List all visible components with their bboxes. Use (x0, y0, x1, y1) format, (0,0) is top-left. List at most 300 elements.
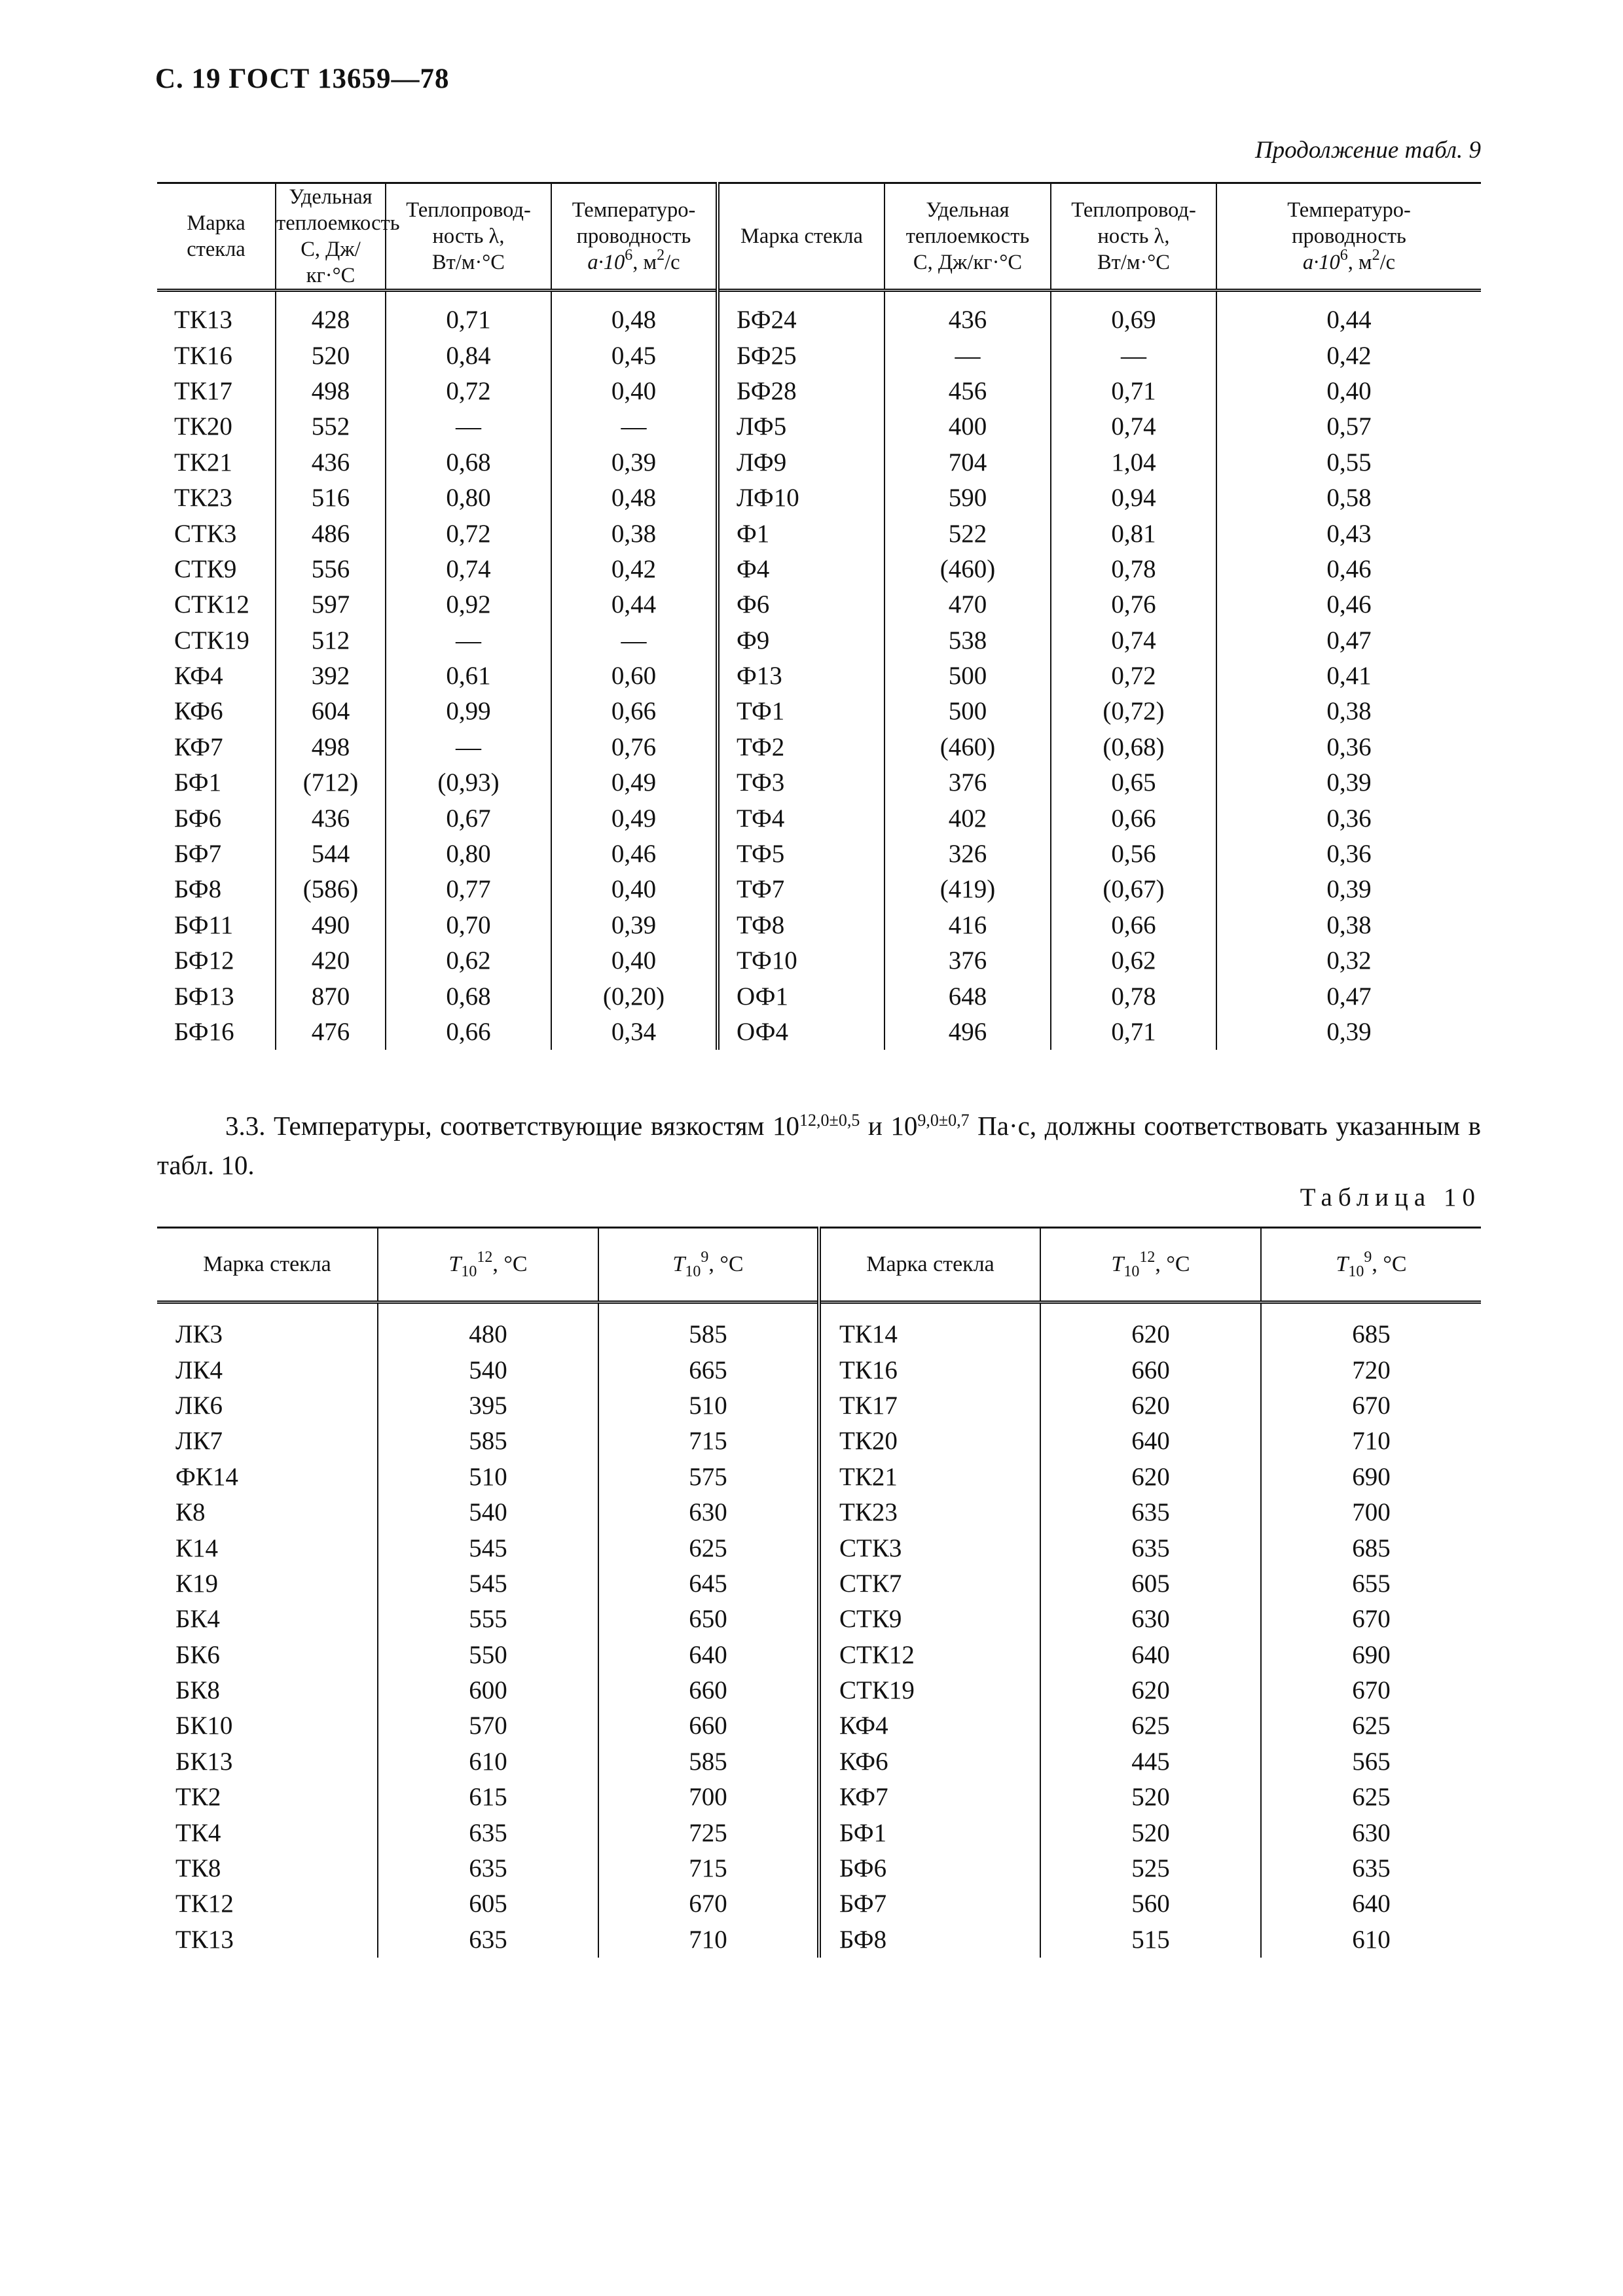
table-9-header-row (157, 183, 1481, 291)
table-row (157, 1495, 1481, 1530)
glass-grade-cell: БФ8 (174, 875, 222, 904)
table-row (157, 943, 1481, 978)
col-header-t10-9: $T_{10}^9$, °С (598, 1228, 819, 1302)
value-cell: 516 (276, 480, 386, 516)
value-cell: 326 (884, 836, 1051, 872)
spacer-cell (386, 291, 551, 303)
value-cell: 635 (1040, 1530, 1261, 1566)
glass-grade-cell: СТК3 (819, 1530, 1040, 1566)
value-cell: 510 (378, 1460, 598, 1495)
table-row (157, 587, 1481, 622)
table-row (157, 1424, 1481, 1459)
value-cell: 416 (884, 908, 1051, 943)
value-cell: 486 (276, 516, 386, 551)
value-cell: 512 (276, 623, 386, 658)
value-cell: 700 (1261, 1495, 1481, 1530)
value-cell: 660 (598, 1673, 819, 1708)
value-cell: (712) (276, 765, 386, 800)
glass-grade-cell: КФ7 (819, 1780, 1040, 1815)
spacer-cell (276, 291, 386, 303)
value-cell: 700 (598, 1780, 819, 1815)
value-cell: 0,57 (1216, 409, 1481, 444)
value-cell: 615 (378, 1780, 598, 1815)
col-header-heat-capacity: Удельная теплоемкость С, Дж/кг·°С (276, 183, 386, 291)
value-cell: 0,40 (551, 943, 718, 978)
value-cell: 0,47 (1216, 978, 1481, 1014)
glass-grade-cell: БФ24 (718, 302, 884, 338)
table-row (157, 338, 1481, 373)
glass-grade-cell: Ф13 (718, 658, 884, 694)
glass-grade-cell: К8 (175, 1498, 206, 1527)
spacer-cell (718, 291, 884, 303)
value-cell: 476 (276, 1014, 386, 1050)
value-cell: 0,76 (551, 730, 718, 765)
glass-grade-cell: БФ1 (819, 1815, 1040, 1850)
table-row (157, 1744, 1481, 1780)
spacer-cell (157, 1302, 378, 1318)
value-cell: 585 (378, 1424, 598, 1459)
value-cell: (0,67) (1051, 872, 1216, 907)
glass-grade-cell: ТК13 (174, 306, 232, 334)
spacer-cell (1216, 291, 1481, 303)
col-header-t10-12-right: $T_{10}^{12}$, °С (1040, 1228, 1261, 1302)
value-cell: 0,92 (386, 587, 551, 622)
value-cell: 690 (1261, 1638, 1481, 1673)
value-cell: 0,46 (1216, 552, 1481, 587)
value-cell: 0,72 (386, 516, 551, 551)
value-cell: 0,39 (1216, 1014, 1481, 1050)
value-cell: 0,36 (1216, 800, 1481, 836)
col-header-grade: Марка стекла (157, 1228, 378, 1302)
value-cell: 575 (598, 1460, 819, 1495)
table-row (157, 516, 1481, 551)
glass-grade-cell: ТК17 (174, 376, 232, 405)
value-cell: 648 (884, 978, 1051, 1014)
spacer-cell (1051, 291, 1216, 303)
table-row (157, 1780, 1481, 1815)
table-continuation-label: Продолжение табл. 9 (1254, 137, 1481, 164)
value-cell: 690 (1261, 1460, 1481, 1495)
value-cell: 600 (378, 1673, 598, 1708)
value-cell: 0,39 (1216, 872, 1481, 907)
value-cell: 0,60 (551, 658, 718, 694)
glass-grade-cell: ТК23 (174, 484, 232, 512)
value-cell: — (386, 730, 551, 765)
glass-grade-cell: КФ6 (174, 697, 223, 726)
table-row (157, 1922, 1481, 1958)
value-cell: 400 (884, 409, 1051, 444)
value-cell: 670 (1261, 1388, 1481, 1424)
value-cell: 0,80 (386, 836, 551, 872)
table-row (157, 908, 1481, 943)
glass-grade-cell: БК8 (175, 1676, 220, 1705)
table-row (157, 374, 1481, 409)
table-10 (157, 1227, 1481, 1958)
value-cell: 605 (1040, 1566, 1261, 1602)
value-cell: 625 (1040, 1708, 1261, 1744)
glass-grade-cell: БФ6 (174, 804, 222, 833)
value-cell: 0,74 (386, 552, 551, 587)
glass-grade-cell: ТК21 (819, 1460, 1040, 1495)
table-row (157, 1014, 1481, 1050)
value-cell: 500 (884, 694, 1051, 729)
glass-grade-cell: ТК14 (819, 1317, 1040, 1352)
glass-grade-cell: СТК3 (174, 519, 237, 548)
table-row (157, 409, 1481, 444)
glass-grade-cell: ФК14 (175, 1462, 238, 1491)
value-cell: 625 (598, 1530, 819, 1566)
value-cell: 665 (598, 1352, 819, 1388)
glass-grade-cell: СТК9 (819, 1602, 1040, 1637)
paragraph-3-3: 3.3. Температуры, соответствующие вязкостям $10^{12,0\pm 0,5}$ и $10^{9,0\pm 0,7}$ Па·с, должны соответствовать указанным в табл. 10. (157, 1111, 1481, 1180)
value-cell: 376 (884, 765, 1051, 800)
table-row (157, 1708, 1481, 1744)
value-cell: 0,38 (1216, 694, 1481, 729)
glass-grade-cell: БФ25 (718, 338, 884, 373)
value-cell: 0,66 (1051, 800, 1216, 836)
table-row (157, 658, 1481, 694)
value-cell: 715 (598, 1424, 819, 1459)
table-row (157, 765, 1481, 800)
value-cell: 540 (378, 1495, 598, 1530)
table-row (157, 480, 1481, 516)
value-cell: 640 (1040, 1424, 1261, 1459)
glass-grade-cell: К14 (175, 1534, 219, 1562)
value-cell: — (386, 623, 551, 658)
value-cell: 0,62 (1051, 943, 1216, 978)
table-row (157, 445, 1481, 480)
value-cell: 490 (276, 908, 386, 943)
table-row (157, 1566, 1481, 1602)
value-cell: — (884, 338, 1051, 373)
value-cell: 0,80 (386, 480, 551, 516)
value-cell: 456 (884, 374, 1051, 409)
value-cell: 555 (378, 1602, 598, 1637)
value-cell: 445 (1040, 1744, 1261, 1780)
value-cell: 0,99 (386, 694, 551, 729)
glass-grade-cell: ЛФ5 (718, 409, 884, 444)
value-cell: 0,78 (1051, 978, 1216, 1014)
value-cell: (586) (276, 872, 386, 907)
value-cell: 520 (1040, 1815, 1261, 1850)
glass-grade-cell: БФ1 (174, 768, 222, 797)
glass-grade-cell: ТК20 (174, 412, 232, 441)
value-cell: 0,66 (386, 1014, 551, 1050)
value-cell: 0,71 (1051, 1014, 1216, 1050)
glass-grade-cell: ТФ10 (718, 943, 884, 978)
value-cell: 630 (598, 1495, 819, 1530)
value-cell: 0,49 (551, 800, 718, 836)
value-cell: 0,38 (1216, 908, 1481, 943)
value-cell: 556 (276, 552, 386, 587)
value-cell: — (551, 623, 718, 658)
value-cell: 515 (1040, 1922, 1261, 1958)
value-cell: 635 (378, 1815, 598, 1850)
glass-grade-cell: Ф4 (718, 552, 884, 587)
glass-grade-cell: БФ13 (174, 982, 234, 1011)
value-cell: 470 (884, 587, 1051, 622)
value-cell: 0,45 (551, 338, 718, 373)
table-row (157, 1815, 1481, 1850)
value-cell: 510 (598, 1388, 819, 1424)
value-cell: 610 (378, 1744, 598, 1780)
value-cell: 635 (378, 1851, 598, 1886)
glass-grade-cell: ТФ5 (718, 836, 884, 872)
value-cell: 640 (598, 1638, 819, 1673)
glass-grade-cell: БФ7 (174, 840, 222, 869)
value-cell: 0,71 (386, 302, 551, 338)
col-header-conductivity: Теплопровод- ность λ, Вт/м·°С (386, 183, 551, 291)
value-cell: 0,36 (1216, 730, 1481, 765)
value-cell: 720 (1261, 1352, 1481, 1388)
glass-grade-cell: БФ7 (819, 1886, 1040, 1922)
value-cell: 0,39 (1216, 765, 1481, 800)
value-cell: (0,72) (1051, 694, 1216, 729)
value-cell: 610 (1261, 1922, 1481, 1958)
value-cell: 0,40 (1216, 374, 1481, 409)
table-10-header-row (157, 1228, 1481, 1302)
value-cell: 522 (884, 516, 1051, 551)
spacer-cell (1040, 1302, 1261, 1318)
value-cell: 0,58 (1216, 480, 1481, 516)
value-cell: 630 (1261, 1815, 1481, 1850)
value-cell: 0,47 (1216, 623, 1481, 658)
col-header-grade-right: Марка стекла (718, 183, 884, 291)
value-cell: 0,46 (1216, 587, 1481, 622)
value-cell: 585 (598, 1744, 819, 1780)
value-cell: 545 (378, 1566, 598, 1602)
glass-grade-cell: К19 (175, 1569, 219, 1598)
table-row (157, 694, 1481, 729)
value-cell: 0,42 (1216, 338, 1481, 373)
table-row (157, 1352, 1481, 1388)
glass-grade-cell: СТК19 (174, 626, 249, 655)
value-cell: 0,65 (1051, 765, 1216, 800)
value-cell: 620 (1040, 1460, 1261, 1495)
glass-grade-cell: БФ16 (174, 1018, 234, 1046)
value-cell: 585 (598, 1317, 819, 1352)
glass-grade-cell: ЛФ10 (718, 480, 884, 516)
value-cell: 0,78 (1051, 552, 1216, 587)
spacer-cell (157, 291, 276, 303)
glass-grade-cell: БФ28 (718, 374, 884, 409)
value-cell: 0,41 (1216, 658, 1481, 694)
spacer-cell (551, 291, 718, 303)
value-cell: 685 (1261, 1317, 1481, 1352)
value-cell: 660 (1040, 1352, 1261, 1388)
value-cell: (0,68) (1051, 730, 1216, 765)
value-cell: 538 (884, 623, 1051, 658)
value-cell: 436 (276, 445, 386, 480)
value-cell: — (386, 409, 551, 444)
glass-grade-cell: ТФ2 (718, 730, 884, 765)
value-cell: 625 (1261, 1780, 1481, 1815)
value-cell: 715 (598, 1851, 819, 1886)
value-cell: 0,70 (386, 908, 551, 943)
glass-grade-cell: ЛК3 (175, 1320, 223, 1349)
table-10-title: Таблица 10 (1300, 1183, 1481, 1211)
value-cell: 420 (276, 943, 386, 978)
value-cell: 640 (1040, 1638, 1261, 1673)
value-cell: 670 (1261, 1602, 1481, 1637)
glass-grade-cell: Ф9 (718, 623, 884, 658)
glass-grade-cell: ЛК7 (175, 1427, 223, 1456)
glass-grade-cell: БК10 (175, 1712, 233, 1740)
value-cell: 597 (276, 587, 386, 622)
glass-grade-cell: КФ4 (174, 662, 223, 691)
value-cell: 376 (884, 943, 1051, 978)
value-cell: 498 (276, 730, 386, 765)
value-cell: 0,74 (1051, 623, 1216, 658)
glass-grade-cell: ТК20 (819, 1424, 1040, 1459)
glass-grade-cell: БФ11 (174, 910, 234, 939)
table-row (157, 1638, 1481, 1673)
table-9-body (157, 291, 1481, 1050)
value-cell: 0,68 (386, 445, 551, 480)
value-cell: 0,32 (1216, 943, 1481, 978)
value-cell: 402 (884, 800, 1051, 836)
glass-grade-cell: ТФ3 (718, 765, 884, 800)
glass-grade-cell: ТФ7 (718, 872, 884, 907)
value-cell: (460) (884, 730, 1051, 765)
table-row (157, 1673, 1481, 1708)
glass-grade-cell: ОФ1 (718, 978, 884, 1014)
col-header-grade-right: Марка стекла (819, 1228, 1040, 1302)
value-cell: 604 (276, 694, 386, 729)
glass-grade-cell: ТФ1 (718, 694, 884, 729)
table-row (157, 836, 1481, 872)
glass-grade-cell: ЛК4 (175, 1355, 223, 1384)
value-cell: 525 (1040, 1851, 1261, 1886)
value-cell: 0,77 (386, 872, 551, 907)
value-cell: (460) (884, 552, 1051, 587)
glass-grade-cell: КФ6 (819, 1744, 1040, 1780)
glass-grade-cell: ТК17 (819, 1388, 1040, 1424)
value-cell: 500 (884, 658, 1051, 694)
value-cell: 0,68 (386, 978, 551, 1014)
value-cell: 635 (378, 1922, 598, 1958)
value-cell: 0,72 (386, 374, 551, 409)
table-row (157, 1602, 1481, 1637)
glass-grade-cell: КФ7 (174, 732, 223, 761)
value-cell: 0,62 (386, 943, 551, 978)
value-cell: 0,71 (1051, 374, 1216, 409)
value-cell: 0,66 (551, 694, 718, 729)
value-cell: 436 (276, 800, 386, 836)
value-cell: 0,43 (1216, 516, 1481, 551)
table-spacer-row (157, 1302, 1481, 1318)
glass-grade-cell: БК6 (175, 1640, 220, 1669)
glass-grade-cell: СТК19 (819, 1673, 1040, 1708)
value-cell: 635 (1261, 1851, 1481, 1886)
value-cell: 870 (276, 978, 386, 1014)
glass-grade-cell: ТК16 (819, 1352, 1040, 1388)
table-row (157, 302, 1481, 338)
value-cell: 660 (598, 1708, 819, 1744)
value-cell: 710 (598, 1922, 819, 1958)
value-cell: 0,38 (551, 516, 718, 551)
glass-grade-cell: БФ12 (174, 946, 234, 975)
value-cell: 620 (1040, 1388, 1261, 1424)
glass-grade-cell: Ф6 (718, 587, 884, 622)
value-cell: 685 (1261, 1530, 1481, 1566)
table-10-body (157, 1302, 1481, 1958)
glass-grade-cell: СТК12 (819, 1638, 1040, 1673)
value-cell: 0,69 (1051, 302, 1216, 338)
value-cell: 725 (598, 1815, 819, 1850)
value-cell: 620 (1040, 1317, 1261, 1352)
value-cell: 0,61 (386, 658, 551, 694)
value-cell: 0,48 (551, 302, 718, 338)
spacer-cell (819, 1302, 1040, 1318)
value-cell: (419) (884, 872, 1051, 907)
glass-grade-cell: Ф1 (718, 516, 884, 551)
value-cell: 0,44 (1216, 302, 1481, 338)
value-cell: 545 (378, 1530, 598, 1566)
glass-grade-cell: ТК21 (174, 448, 232, 476)
glass-grade-cell: СТК12 (174, 590, 249, 619)
value-cell: 640 (1261, 1886, 1481, 1922)
value-cell: 0,36 (1216, 836, 1481, 872)
col-header-heat-capacity-right: Удельная теплоемкость С, Дж/кг·°С (884, 183, 1051, 291)
glass-grade-cell: ТК23 (819, 1495, 1040, 1530)
value-cell: 428 (276, 302, 386, 338)
col-header-conductivity-right: Теплопровод- ность λ, Вт/м·°С (1051, 183, 1216, 291)
glass-grade-cell: ТК2 (175, 1783, 221, 1812)
value-cell: 0,39 (551, 445, 718, 480)
value-cell: 498 (276, 374, 386, 409)
table-row (157, 1530, 1481, 1566)
glass-grade-cell: ТК13 (175, 1925, 234, 1954)
table-row (157, 1388, 1481, 1424)
page-header: С. 19 ГОСТ 13659—78 (155, 63, 450, 94)
value-cell: (0,93) (386, 765, 551, 800)
glass-grade-cell: СТК9 (174, 554, 237, 583)
glass-grade-cell: ТК8 (175, 1854, 221, 1883)
value-cell: 395 (378, 1388, 598, 1424)
value-cell: 0,67 (386, 800, 551, 836)
value-cell: 0,81 (1051, 516, 1216, 551)
value-cell: 392 (276, 658, 386, 694)
value-cell: 520 (1040, 1780, 1261, 1815)
table-row (157, 1460, 1481, 1495)
value-cell: 630 (1040, 1602, 1261, 1637)
col-header-grade: Марка стекла (157, 183, 276, 291)
value-cell: 544 (276, 836, 386, 872)
value-cell: 0,84 (386, 338, 551, 373)
spacer-cell (1261, 1302, 1481, 1318)
value-cell: 540 (378, 1352, 598, 1388)
value-cell: 552 (276, 409, 386, 444)
table-9 (157, 182, 1481, 1050)
value-cell: 1,04 (1051, 445, 1216, 480)
value-cell: 0,56 (1051, 836, 1216, 872)
table-spacer-row (157, 291, 1481, 303)
col-header-diffusivity: Температуро- проводность $а\cdot 10^6$, $м^2/с$ (551, 183, 718, 291)
spacer-cell (598, 1302, 819, 1318)
value-cell: 0,46 (551, 836, 718, 872)
value-cell: 0,66 (1051, 908, 1216, 943)
value-cell: 710 (1261, 1424, 1481, 1459)
value-cell: 655 (1261, 1566, 1481, 1602)
value-cell: 0,76 (1051, 587, 1216, 622)
value-cell: 670 (598, 1886, 819, 1922)
value-cell: 0,39 (551, 908, 718, 943)
glass-grade-cell: ЛК6 (175, 1391, 223, 1420)
col-header-t10-12: $T_{10}^{12}$, °С (378, 1228, 598, 1302)
value-cell: (0,20) (551, 978, 718, 1014)
value-cell: 550 (378, 1638, 598, 1673)
